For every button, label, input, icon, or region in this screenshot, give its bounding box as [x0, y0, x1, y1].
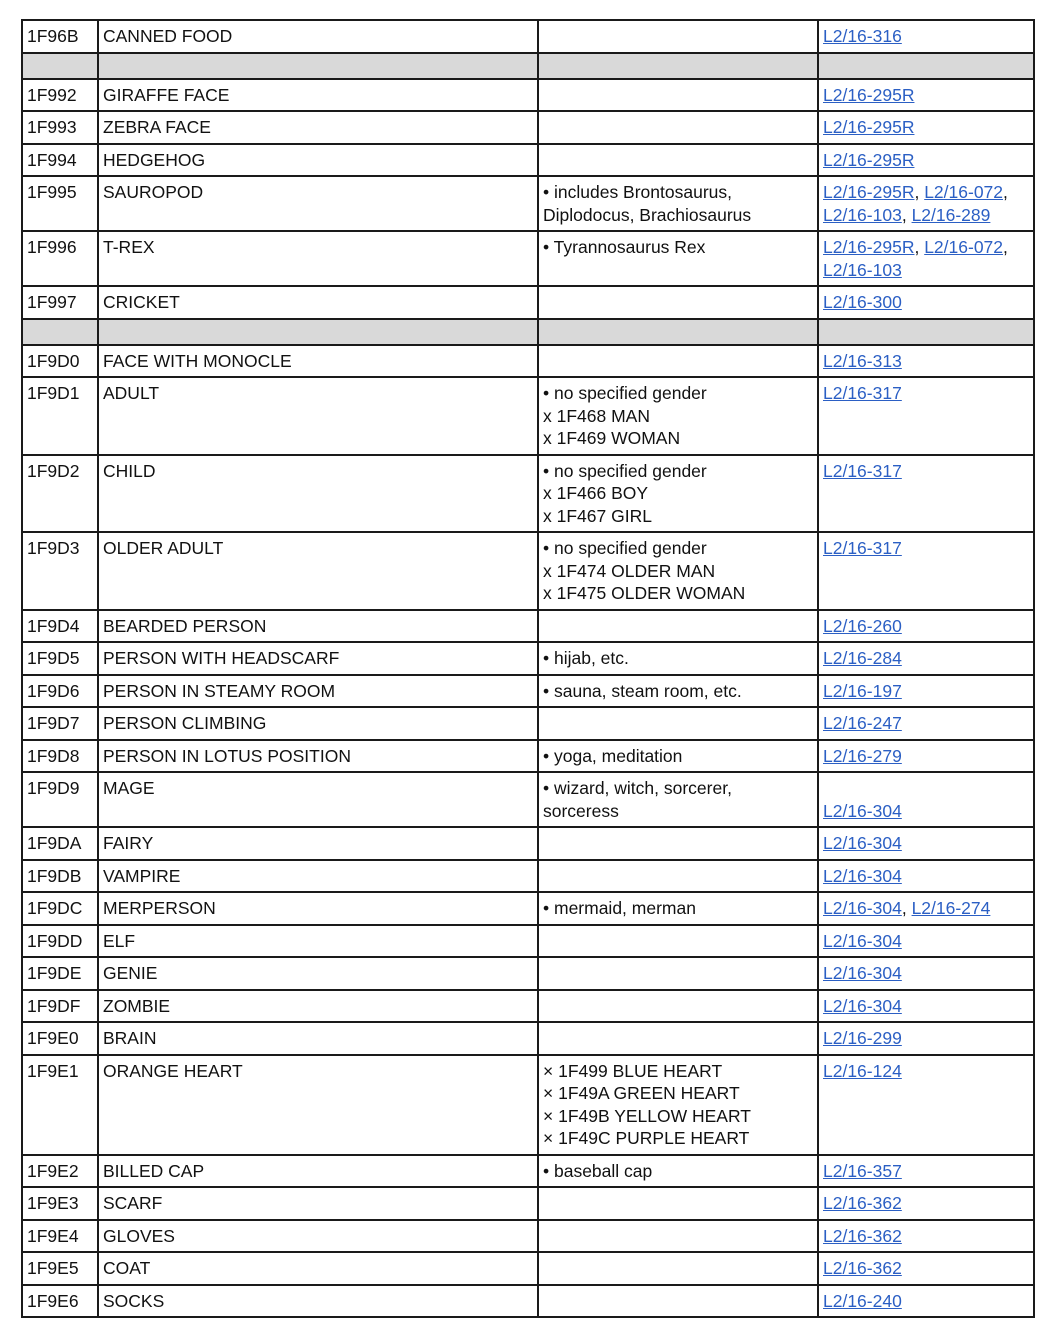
code-point-cell: 1F9E5: [22, 1252, 98, 1285]
code-point-cell: 1F9DD: [22, 925, 98, 958]
ref-line: [823, 149, 1029, 172]
document-refs-cell: [818, 176, 1034, 231]
ref-separator: ,: [901, 204, 912, 225]
ref-line: [823, 291, 1029, 314]
document-refs-cell: [818, 1252, 1034, 1285]
character-name-cell: PERSON IN STEAMY ROOM: [98, 675, 538, 708]
character-name-cell: COAT: [98, 1252, 538, 1285]
annotation-cell: [538, 1187, 818, 1220]
table-row: [22, 20, 1034, 53]
document-link[interactable]: L2/16-197: [823, 680, 902, 701]
annotation-cell: [538, 111, 818, 144]
document-link[interactable]: L2/16-304: [823, 963, 902, 983]
annotation-cell: [538, 827, 818, 860]
ref-separator: ,: [1003, 182, 1008, 202]
ref-line: [823, 1027, 1029, 1050]
document-refs-cell: [818, 20, 1034, 53]
code-point-cell: 1F9E3: [22, 1187, 98, 1220]
annotation-cell: [538, 860, 818, 893]
ref-separator: ,: [901, 898, 912, 918]
document-refs-cell: [818, 377, 1034, 455]
annotation-cell: [538, 1220, 818, 1253]
annotation-line: x 1F467 GIRL: [543, 505, 652, 526]
code-point-cell: 1F9D5: [22, 642, 98, 675]
code-point-cell: 1F9D8: [22, 740, 98, 773]
code-point-cell: 1F9DA: [22, 827, 98, 860]
document-link[interactable]: L2/16-295R: [823, 182, 915, 202]
code-point-cell: 1F9DC: [22, 892, 98, 925]
document-link[interactable]: L2/16-300: [823, 292, 902, 312]
annotation-cell: [538, 740, 818, 773]
separator-cell: [98, 319, 538, 345]
document-link[interactable]: L2/16-304: [823, 930, 902, 951]
character-name-cell: MERPERSON: [98, 892, 538, 925]
table-row: [22, 1187, 1034, 1220]
code-point-cell: 1F9D1: [22, 377, 98, 455]
character-name-cell: PERSON CLIMBING: [98, 707, 538, 740]
table-row: [22, 990, 1034, 1023]
table-row: [22, 642, 1034, 675]
character-name-cell: BILLED CAP: [98, 1155, 538, 1188]
character-name-cell: ADULT: [98, 377, 538, 455]
document-refs-cell: [818, 707, 1034, 740]
code-point-cell: 1F992: [22, 79, 98, 112]
document-link[interactable]: L2/16-295R: [823, 237, 915, 257]
annotation-line: • no specified gender: [543, 538, 707, 558]
document-refs-cell: [818, 610, 1034, 643]
separator-cell: [22, 319, 98, 345]
character-name-cell: SAUROPOD: [98, 176, 538, 231]
code-point-cell: 1F996: [22, 231, 98, 286]
document-link[interactable]: L2/16-284: [823, 648, 902, 668]
ref-line: [823, 832, 1029, 855]
document-refs-cell: [818, 990, 1034, 1023]
code-point-cell: 1F9D3: [22, 532, 98, 610]
ref-line: [823, 1060, 1029, 1083]
document-link[interactable]: L2/16-103: [823, 259, 902, 280]
code-point-cell: 1F9D7: [22, 707, 98, 740]
code-point-cell: 1F9DE: [22, 957, 98, 990]
document-link[interactable]: L2/16-304: [823, 865, 902, 886]
annotation-line: x 1F475 OLDER WOMAN: [543, 583, 746, 603]
document-refs-cell: [818, 455, 1034, 533]
annotation-cell: [538, 144, 818, 177]
ref-line: [823, 181, 1029, 204]
document-refs-cell: [818, 675, 1034, 708]
table-row: [22, 377, 1034, 455]
document-refs-cell: [818, 1055, 1034, 1155]
document-refs-cell: [818, 1187, 1034, 1220]
annotation-cell: [538, 892, 818, 925]
ref-line: [823, 204, 1029, 227]
document-refs-cell: [818, 642, 1034, 675]
annotation-line: • wizard, witch, sorcerer,: [543, 778, 732, 798]
character-name-cell: OLDER ADULT: [98, 532, 538, 610]
annotation-line: × 1F499 BLUE HEART: [543, 1060, 723, 1081]
table-row: [22, 1055, 1034, 1155]
document-link[interactable]: L2/16-295R: [823, 117, 915, 137]
code-point-cell: 1F9E1: [22, 1055, 98, 1155]
annotation-line: x 1F466 BOY: [543, 483, 649, 503]
document-refs-cell: [818, 1285, 1034, 1318]
table-row: [22, 1155, 1034, 1188]
document-refs-cell: [818, 957, 1034, 990]
code-point-cell: 1F9E0: [22, 1022, 98, 1055]
code-point-cell: 1F9DF: [22, 990, 98, 1023]
separator-cell: [818, 53, 1034, 79]
annotation-line: x 1F474 OLDER MAN: [543, 560, 716, 581]
table-row: [22, 610, 1034, 643]
annotation-line: • sauna, steam room, etc.: [543, 680, 742, 701]
ref-line: [823, 1257, 1029, 1280]
document-link[interactable]: L2/16-247: [823, 713, 902, 733]
annotation-cell: [538, 642, 818, 675]
annotation-cell: [538, 455, 818, 533]
annotation-cell: [538, 707, 818, 740]
annotation-line: × 1F49C PURPLE HEART: [543, 1128, 750, 1148]
document-link[interactable]: L2/16-304: [823, 833, 902, 853]
annotation-cell: [538, 675, 818, 708]
document-link[interactable]: L2/16-274: [911, 898, 991, 918]
document-link[interactable]: L2/16-295R: [823, 84, 915, 105]
ref-line: [823, 84, 1029, 107]
table-row: [22, 740, 1034, 773]
code-point-cell: 1F9D0: [22, 345, 98, 378]
ref-line: [823, 537, 1029, 560]
character-name-cell: ORANGE HEART: [98, 1055, 538, 1155]
character-name-cell: BEARDED PERSON: [98, 610, 538, 643]
document-link[interactable]: L2/16-124: [823, 1060, 902, 1081]
ref-line: [823, 995, 1029, 1018]
table-row: [22, 286, 1034, 319]
annotation-cell: [538, 610, 818, 643]
annotation-cell: [538, 1285, 818, 1318]
document-link[interactable]: L2/16-317: [823, 383, 902, 403]
annotation-line: • no specified gender: [543, 460, 707, 481]
code-point-cell: 1F9D6: [22, 675, 98, 708]
code-point-cell: 1F9D9: [22, 772, 98, 827]
ref-line: [823, 116, 1029, 139]
ref-separator: ,: [914, 182, 925, 202]
annotation-cell: [538, 231, 818, 286]
character-name-cell: ZEBRA FACE: [98, 111, 538, 144]
document-refs-cell: [818, 1220, 1034, 1253]
document-refs-cell: [818, 1022, 1034, 1055]
annotation-cell: [538, 532, 818, 610]
annotation-line: • baseball cap: [543, 1160, 653, 1181]
document-refs-cell: [818, 772, 1034, 827]
annotation-line: • Tyrannosaurus Rex: [543, 237, 706, 257]
character-name-cell: CHILD: [98, 455, 538, 533]
ref-line: [823, 259, 1029, 282]
table-row: [22, 532, 1034, 610]
document-refs-cell: [818, 860, 1034, 893]
separator-cell: [98, 53, 538, 79]
document-refs-cell: [818, 286, 1034, 319]
emoji-proposal-table: [21, 19, 1035, 1318]
document-link[interactable]: L2/16-362: [823, 1193, 902, 1213]
code-point-cell: 1F9D2: [22, 455, 98, 533]
character-name-cell: SCARF: [98, 1187, 538, 1220]
document-link[interactable]: L2/16-295R: [823, 149, 915, 170]
character-name-cell: GLOVES: [98, 1220, 538, 1253]
code-point-cell: 1F96B: [22, 20, 98, 53]
document-link[interactable]: L2/16-357: [823, 1160, 902, 1181]
table-row: [22, 707, 1034, 740]
annotation-cell: [538, 79, 818, 112]
ref-line: [823, 1290, 1029, 1313]
document-refs-cell: [818, 892, 1034, 925]
annotation-line: • yoga, meditation: [543, 745, 683, 766]
table-body: [22, 20, 1034, 1317]
ref-separator: ,: [914, 237, 925, 257]
annotation-cell: [538, 377, 818, 455]
ref-line: [823, 236, 1029, 259]
document-link[interactable]: L2/16-317: [823, 538, 902, 558]
annotation-cell: [538, 925, 818, 958]
table-row: [22, 111, 1034, 144]
annotation-line: sorceress: [543, 800, 619, 821]
document-link[interactable]: L2/16-313: [823, 350, 902, 371]
character-name-cell: VAMPIRE: [98, 860, 538, 893]
code-point-cell: 1F9E6: [22, 1285, 98, 1318]
character-name-cell: PERSON WITH HEADSCARF: [98, 642, 538, 675]
annotation-line: × 1F49A GREEN HEART: [543, 1083, 740, 1103]
ref-line: [823, 800, 1029, 823]
character-name-cell: BRAIN: [98, 1022, 538, 1055]
document-link[interactable]: L2/16-299: [823, 1028, 902, 1048]
annotation-line: • mermaid, merman: [543, 898, 696, 918]
document-refs-cell: [818, 111, 1034, 144]
table-row: [22, 772, 1034, 827]
ref-line: [823, 745, 1029, 768]
code-point-cell: 1F9E4: [22, 1220, 98, 1253]
annotation-cell: [538, 1252, 818, 1285]
document-link[interactable]: L2/16-240: [823, 1290, 902, 1311]
ref-line: [823, 1160, 1029, 1183]
document-refs-cell: [818, 1155, 1034, 1188]
code-point-cell: 1F993: [22, 111, 98, 144]
ref-line: [823, 930, 1029, 953]
code-point-cell: 1F997: [22, 286, 98, 319]
character-name-cell: SOCKS: [98, 1285, 538, 1318]
separator-cell: [538, 53, 818, 79]
document-link[interactable]: L2/16-289: [911, 204, 991, 225]
code-point-cell: 1F994: [22, 144, 98, 177]
table-row: [22, 925, 1034, 958]
character-name-cell: GENIE: [98, 957, 538, 990]
annotation-cell: [538, 1022, 818, 1055]
ref-line: [823, 382, 1029, 405]
document-link[interactable]: L2/16-362: [823, 1258, 902, 1278]
table-row: [22, 860, 1034, 893]
table-row: [22, 345, 1034, 378]
document-link[interactable]: L2/16-316: [823, 26, 902, 46]
annotation-cell: [538, 990, 818, 1023]
document-link[interactable]: L2/16-072: [924, 237, 1004, 257]
annotation-cell: [538, 345, 818, 378]
code-point-cell: 1F995: [22, 176, 98, 231]
document-refs-cell: [818, 231, 1034, 286]
character-name-cell: HEDGEHOG: [98, 144, 538, 177]
separator-cell: [538, 319, 818, 345]
ref-separator: ,: [1003, 237, 1008, 257]
ref-line: [823, 1225, 1029, 1248]
document-refs-cell: [818, 345, 1034, 378]
code-point-cell: 1F9E2: [22, 1155, 98, 1188]
ref-line: [823, 1192, 1029, 1215]
table-row: [22, 1022, 1034, 1055]
character-name-cell: PERSON IN LOTUS POSITION: [98, 740, 538, 773]
character-name-cell: FAIRY: [98, 827, 538, 860]
table-row: [22, 79, 1034, 112]
character-name-cell: MAGE: [98, 772, 538, 827]
character-name-cell: CANNED FOOD: [98, 20, 538, 53]
table-row: [22, 675, 1034, 708]
annotation-line: x 1F468 MAN: [543, 405, 650, 426]
ref-line: [823, 865, 1029, 888]
document-link[interactable]: L2/16-279: [823, 745, 902, 766]
ref-line: [823, 962, 1029, 985]
document-refs-cell: [818, 79, 1034, 112]
ref-line: [823, 680, 1029, 703]
code-point-cell: 1F9DB: [22, 860, 98, 893]
annotation-line: × 1F49B YELLOW HEART: [543, 1105, 751, 1126]
annotation-line: • no specified gender: [543, 383, 707, 403]
ref-line: [823, 897, 1029, 920]
character-name-cell: FACE WITH MONOCLE: [98, 345, 538, 378]
annotation-line: x 1F469 WOMAN: [543, 428, 681, 448]
table-row: [22, 176, 1034, 231]
document-refs-cell: [818, 532, 1034, 610]
document-link[interactable]: L2/16-072: [924, 182, 1004, 202]
ref-line: [823, 25, 1029, 48]
document-refs-cell: [818, 827, 1034, 860]
ref-line: [823, 712, 1029, 735]
document-link[interactable]: L2/16-362: [823, 1225, 902, 1246]
character-name-cell: ELF: [98, 925, 538, 958]
table-row: [22, 1285, 1034, 1318]
table-row: [22, 892, 1034, 925]
document-link[interactable]: L2/16-304: [823, 995, 902, 1016]
annotation-cell: [538, 772, 818, 827]
table-row: [22, 231, 1034, 286]
table-row: [22, 957, 1034, 990]
ref-line: [823, 350, 1029, 373]
document-link[interactable]: L2/16-304: [823, 800, 902, 821]
separator-cell: [818, 319, 1034, 345]
document-link[interactable]: L2/16-103: [823, 204, 902, 225]
annotation-cell: [538, 957, 818, 990]
annotation-cell: [538, 286, 818, 319]
ref-line: [823, 647, 1029, 670]
table-row: [22, 827, 1034, 860]
separator-cell: [22, 53, 98, 79]
annotation-line: • hijab, etc.: [543, 648, 629, 668]
annotation-cell: [538, 176, 818, 231]
table-row: [22, 144, 1034, 177]
character-name-cell: GIRAFFE FACE: [98, 79, 538, 112]
document-link[interactable]: L2/16-260: [823, 615, 902, 636]
ref-line: [823, 615, 1029, 638]
table-row: [22, 1220, 1034, 1253]
document-refs-cell: [818, 925, 1034, 958]
annotation-line: Diplodocus, Brachiosaurus: [543, 204, 752, 225]
annotation-cell: [538, 1155, 818, 1188]
ref-line: [823, 460, 1029, 483]
document-refs-cell: [818, 740, 1034, 773]
character-name-cell: CRICKET: [98, 286, 538, 319]
character-name-cell: ZOMBIE: [98, 990, 538, 1023]
code-point-cell: 1F9D4: [22, 610, 98, 643]
document-refs-cell: [818, 144, 1034, 177]
separator-row: [22, 319, 1034, 345]
annotation-cell: [538, 20, 818, 53]
separator-row: [22, 53, 1034, 79]
table-row: [22, 1252, 1034, 1285]
character-name-cell: T-REX: [98, 231, 538, 286]
document-link[interactable]: L2/16-304: [823, 898, 902, 918]
annotation-cell: [538, 1055, 818, 1155]
table-row: [22, 455, 1034, 533]
document-link[interactable]: L2/16-317: [823, 460, 902, 481]
annotation-line: • includes Brontosaurus,: [543, 182, 733, 202]
